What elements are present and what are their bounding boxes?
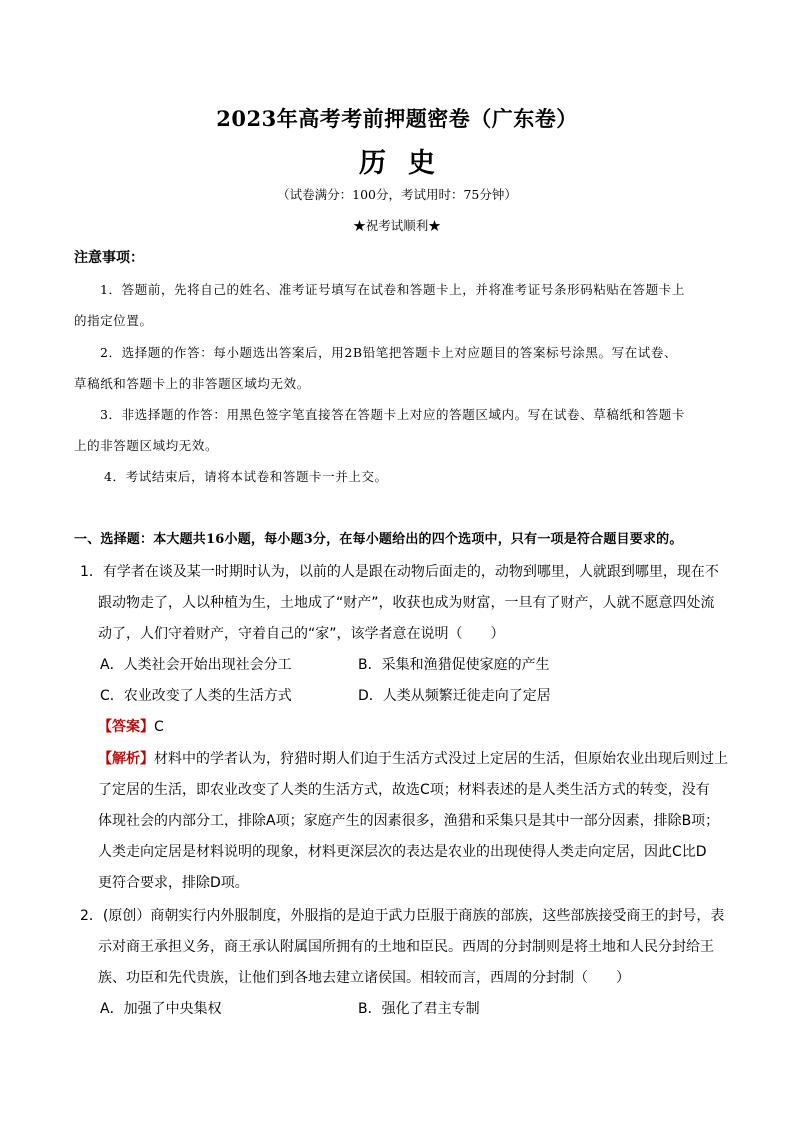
answer-value: C — [154, 719, 164, 735]
question-1-analysis-line: 体现社会的内部分工，排除A项；家庭产生的因素很多，渔猎和采集只是其中一部分因素，排除B项； — [98, 813, 720, 829]
notice-line: 的指定位置。 — [74, 313, 153, 328]
question-1-stem-line: 动了，人们守着财产，守着自己的“家”，该学者意在说明（ ） — [98, 626, 505, 642]
notice-line: 草稿纸和答题卡上的非答题区域均无效。 — [74, 376, 310, 391]
question-1-option-d: D．人类从频繁迁徙走向了定居 — [358, 688, 551, 704]
exam-info: （试卷满分：100分，考试用时：75分钟） — [277, 187, 517, 202]
question-1-analysis-line — [98, 748, 728, 768]
question-1-answer — [98, 716, 164, 736]
question-1-analysis-line: 人类走向定居是材料说明的现象，材料更深层次的表达是农业的出现使得人类走向定居，因此C比D — [98, 844, 707, 860]
question-2-option-a: A．加强了中央集权 — [100, 1001, 222, 1017]
notice-line: 4．考试结束后，请将本试卷和答题卡一并上交。 — [104, 469, 388, 484]
question-2-option-b: B．强化了君主专制 — [358, 1001, 480, 1017]
answer-label: 【答案】 — [98, 719, 154, 735]
question-1-option-c: C．农业改变了人类的生活方式 — [100, 688, 292, 704]
subject-heading: 历史 — [359, 148, 457, 179]
notice-line: 2．选择题的作答：每小题选出答案后，用2B铅笔把答题卡上对应题目的答案标号涂黑。写在试卷、 — [100, 345, 678, 360]
question-1-analysis-line: 了定居的生活，即农业改变了人类的生活方式，故选C项；材料表述的是人类生活方式的转变，没有 — [98, 782, 710, 798]
exam-title: 2023年高考考前押题密卷（广东卷） — [216, 106, 578, 131]
question-1-option-b: B．采集和渔猎促使家庭的产生 — [358, 657, 550, 673]
notice-line: 上的非答题区域均无效。 — [74, 438, 219, 453]
question-1-analysis-line: 更符合要求，排除D项。 — [98, 875, 249, 891]
analysis-text: 材料中的学者认为，狩猎时期人们迫于生活方式没过上定居的生活，但原始农业出现后则过上 — [154, 751, 728, 767]
question-2-stem-line: 示对商王承担义务，商王承认附属国所拥有的土地和臣民。西周的分封制则是将土地和人民分封给王 — [98, 939, 714, 955]
question-1-stem-line: 跟动物走了，人以种植为生，土地成了“财产”，收获也成为财富，一旦有了财产，人就不愿意四处流 — [98, 595, 715, 611]
notice-heading: 注意事项： — [74, 250, 144, 266]
question-2-stem-line: 族、功臣和先代贵族，让他们到各地去建立诸侯国。相较而言，西周的分封制（ ） — [98, 970, 630, 986]
question-1-stem-line: 1．有学者在谈及某一时期时认为，以前的人是跟在动物后面走的，动物到哪里，人就跟到哪里，现在不 — [80, 564, 719, 580]
notice-line: 3．非选择题的作答：用黑色签字笔直接答在答题卡上对应的答题区域内。写在试卷、草稿纸和答题卡 — [100, 407, 685, 422]
section-title: 一、选择题：本大题共16小题，每小题3分，在每小题给出的四个选项中，只有一项是符合题目要求的。 — [74, 532, 683, 547]
analysis-label: 【解析】 — [98, 751, 154, 767]
question-2-stem-line: 2．(原创）商朝实行内外服制度，外服指的是迫于武力臣服于商族的部族，这些部族接受商王的封号，表 — [80, 908, 725, 924]
notice-line: 1．答题前，先将自己的姓名、准考证号填写在试卷和答题卡上，并将准考证号条形码粘贴在答题卡上 — [100, 282, 685, 297]
blessing-line: ★祝考试顺利★ — [353, 218, 441, 233]
question-1-option-a: A．人类社会开始出现社会分工 — [100, 657, 292, 673]
